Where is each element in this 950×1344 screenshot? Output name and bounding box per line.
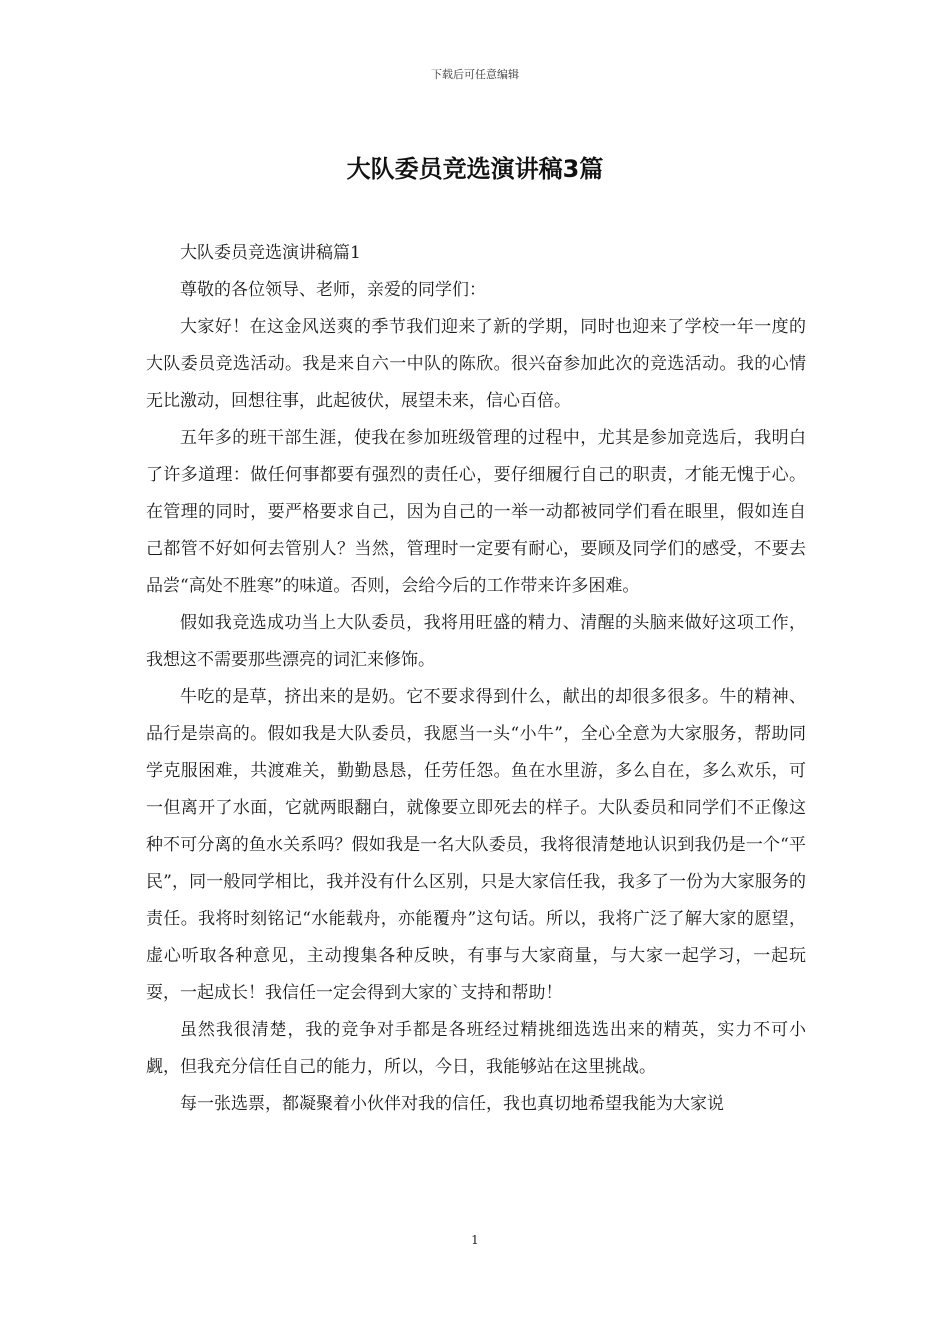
body-paragraph: 假如我竞选成功当上大队委员，我将用旺盛的精力、清醒的头脑来做好这项工作，我想这不需要那些漂亮的词汇来修饰。: [146, 613, 806, 670]
body-paragraph: 大家好！在这金风送爽的季节我们迎来了新的学期，同时也迎来了学校一年一度的大队委员竞选活动。我是来自六一中队的陈欣。很兴奋参加此次的竞选活动。我的心情无比激动，回想往事，此起彼伏，展望未来，信心百倍。: [146, 317, 806, 411]
body-paragraph: 每一张选票，都凝聚着小伙伴对我的信任，我也真切地希望我能为大家说: [180, 1094, 724, 1114]
body-paragraph: 牛吃的是草，挤出来的是奶。它不要求得到什么，献出的却很多很多。牛的精神、品行是崇高的。假如我是大队委员，我愿当一头“小牛”，全心全意为大家服务，帮助同学克服困难，共渡难关，勤勤恳恳，任劳任怨。鱼在水里游，多么自在，多么欢乐，可一但离开了水面，它就两眼翻白，就像要立即死去的样子。大队委员和同学们不正像这种不可分离的鱼水关系吗？假如我是一名大队委员，我将很清楚地认识到我仍是一个“平民”，同一般同学相比，我并没有什么区别，只是大家信任我，我多了一份为大家服务的责任。我将时刻铭记“水能载舟，亦能覆舟”这句话。所以，我将广泛了解大家的愿望，虚心听取各种意见，主动搜集各种反映，有事与大家商量，与大家一起学习，一起玩耍，一起成长！我信任一定会得到大家的`支持和帮助！: [146, 687, 806, 1003]
body-paragraph: 五年多的班干部生涯，使我在参加班级管理的过程中，尤其是参加竞选后，我明白了许多道理：做任何事都要有强烈的责任心，要仔细履行自己的职责，才能无愧于心。在管理的同时，要严格要求自己，因为自己的一举一动都被同学们看在眼里，假如连自己都管不好如何去管别人？当然，管理时一定要有耐心，要顾及同学们的感受，不要去品尝“高处不胜寒”的味道。否则，会给今后的工作带来许多困难。: [146, 428, 806, 596]
body-paragraph: 虽然我很清楚，我的竞争对手都是各班经过精挑细选选出来的精英，实力不可小觑，但我充分信任自己的能力，所以，今日，我能够站在这里挑战。: [146, 1020, 806, 1077]
page-header-note: 下载后可任意编辑: [431, 68, 519, 81]
document-body: [146, 235, 806, 1123]
salutation-paragraph: 尊敬的各位领导、老师，亲爱的同学们：: [180, 280, 486, 300]
page-number: 1: [471, 1233, 479, 1247]
section-heading: 大队委员竞选演讲稿篇1: [180, 243, 361, 263]
document-title: 大队委员竞选演讲稿3篇: [346, 155, 604, 183]
